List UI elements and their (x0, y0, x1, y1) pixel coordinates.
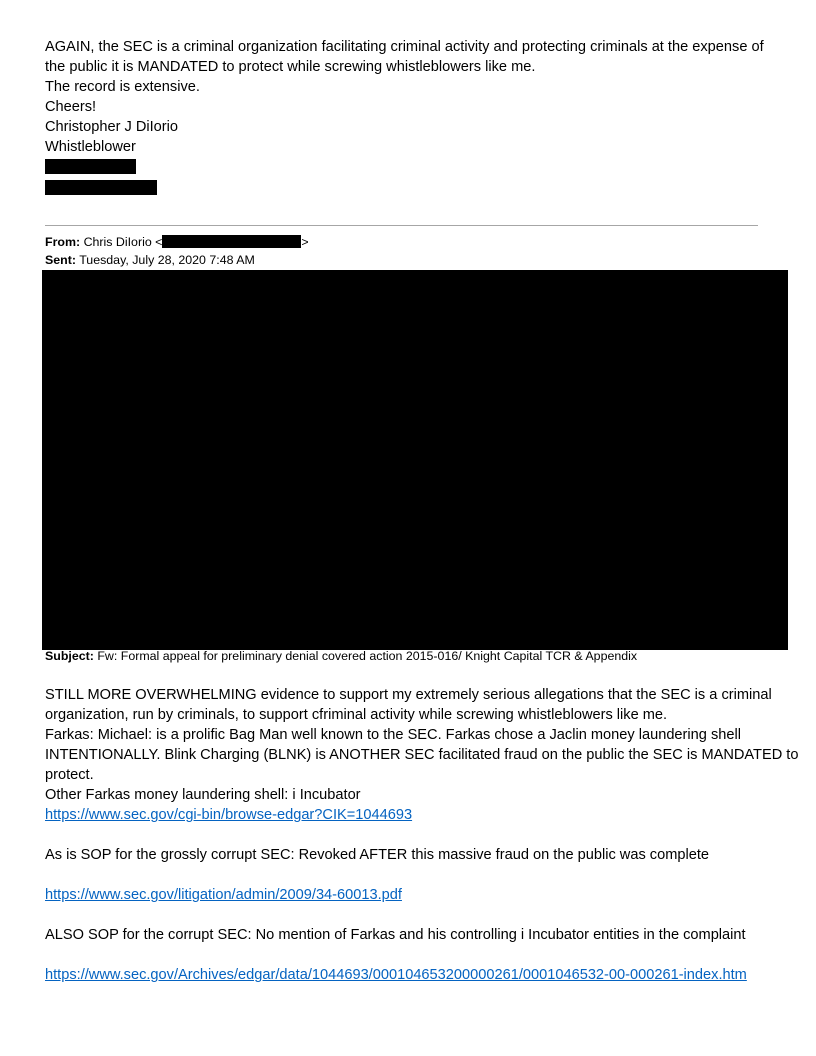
signature-name: Christopher J DiIorio (45, 119, 179, 135)
sent-value: Tuesday, July 28, 2020 7:48 AM (79, 253, 255, 267)
body-text: As is SOP for the grossly corrupt SEC: Revoked AFTER this massive fraud on the public was complete (45, 847, 710, 863)
message-text: The record is extensive. (45, 79, 200, 95)
body-text: Farkas: Michael: is a prolific Bag Man well known to the SEC. Farkas chose a Jaclin money laundering shell (45, 727, 741, 743)
redaction-block (45, 159, 136, 174)
body-text: Other Farkas money laundering shell: i Incubator (45, 787, 361, 803)
body-text: INTENTIONALLY. Blink Charging (BLNK) is ANOTHER SEC facilitated fraud on the public the SEC is MANDATED to (45, 747, 799, 763)
body-text: STILL MORE OVERWHELMING evidence to support my extremely serious allegations that the SEC is a criminal (45, 687, 772, 703)
from-label: From: (45, 235, 81, 249)
edgar-browse-link[interactable]: https://www.sec.gov/cgi-bin/browse-edgar?CIK=1044693 (45, 807, 413, 823)
from-close: > (301, 235, 309, 249)
divider (45, 225, 758, 226)
redaction-block (42, 270, 788, 650)
litigation-pdf-link[interactable]: https://www.sec.gov/litigation/admin/2009/34-60013.pdf (45, 887, 402, 903)
body-text: ALSO SOP for the corrupt SEC: No mention of Farkas and his controlling i Incubator entities in the complaint (45, 927, 746, 943)
message-text: Cheers! (45, 99, 97, 115)
from-value: Chris DiIorio < (83, 235, 163, 249)
redaction-block (45, 180, 157, 195)
sent-line (45, 252, 255, 269)
subject-label: Subject: (45, 649, 94, 663)
subject-value: Fw: Formal appeal for preliminary denial covered action 2015-016/ Knight Capital TCR & Appendix (97, 649, 638, 663)
message-text: the public it is MANDATED to protect while screwing whistleblowers like me. (45, 59, 536, 75)
edgar-archive-link[interactable]: https://www.sec.gov/Archives/edgar/data/1044693/000104653200000261/0001046532-00-000261-index.htm (45, 967, 747, 983)
redaction-block (162, 235, 301, 248)
sent-label: Sent: (45, 253, 76, 267)
subject-line (45, 648, 637, 665)
from-line (45, 234, 309, 251)
signature-title: Whistleblower (45, 139, 136, 155)
body-text: protect. (45, 767, 94, 783)
message-text: AGAIN, the SEC is a criminal organization facilitating criminal activity and protecting criminals at the expense of (45, 39, 764, 55)
body-text: organization, run by criminals, to support cfriminal activity while screwing whistleblowers like me. (45, 707, 668, 723)
